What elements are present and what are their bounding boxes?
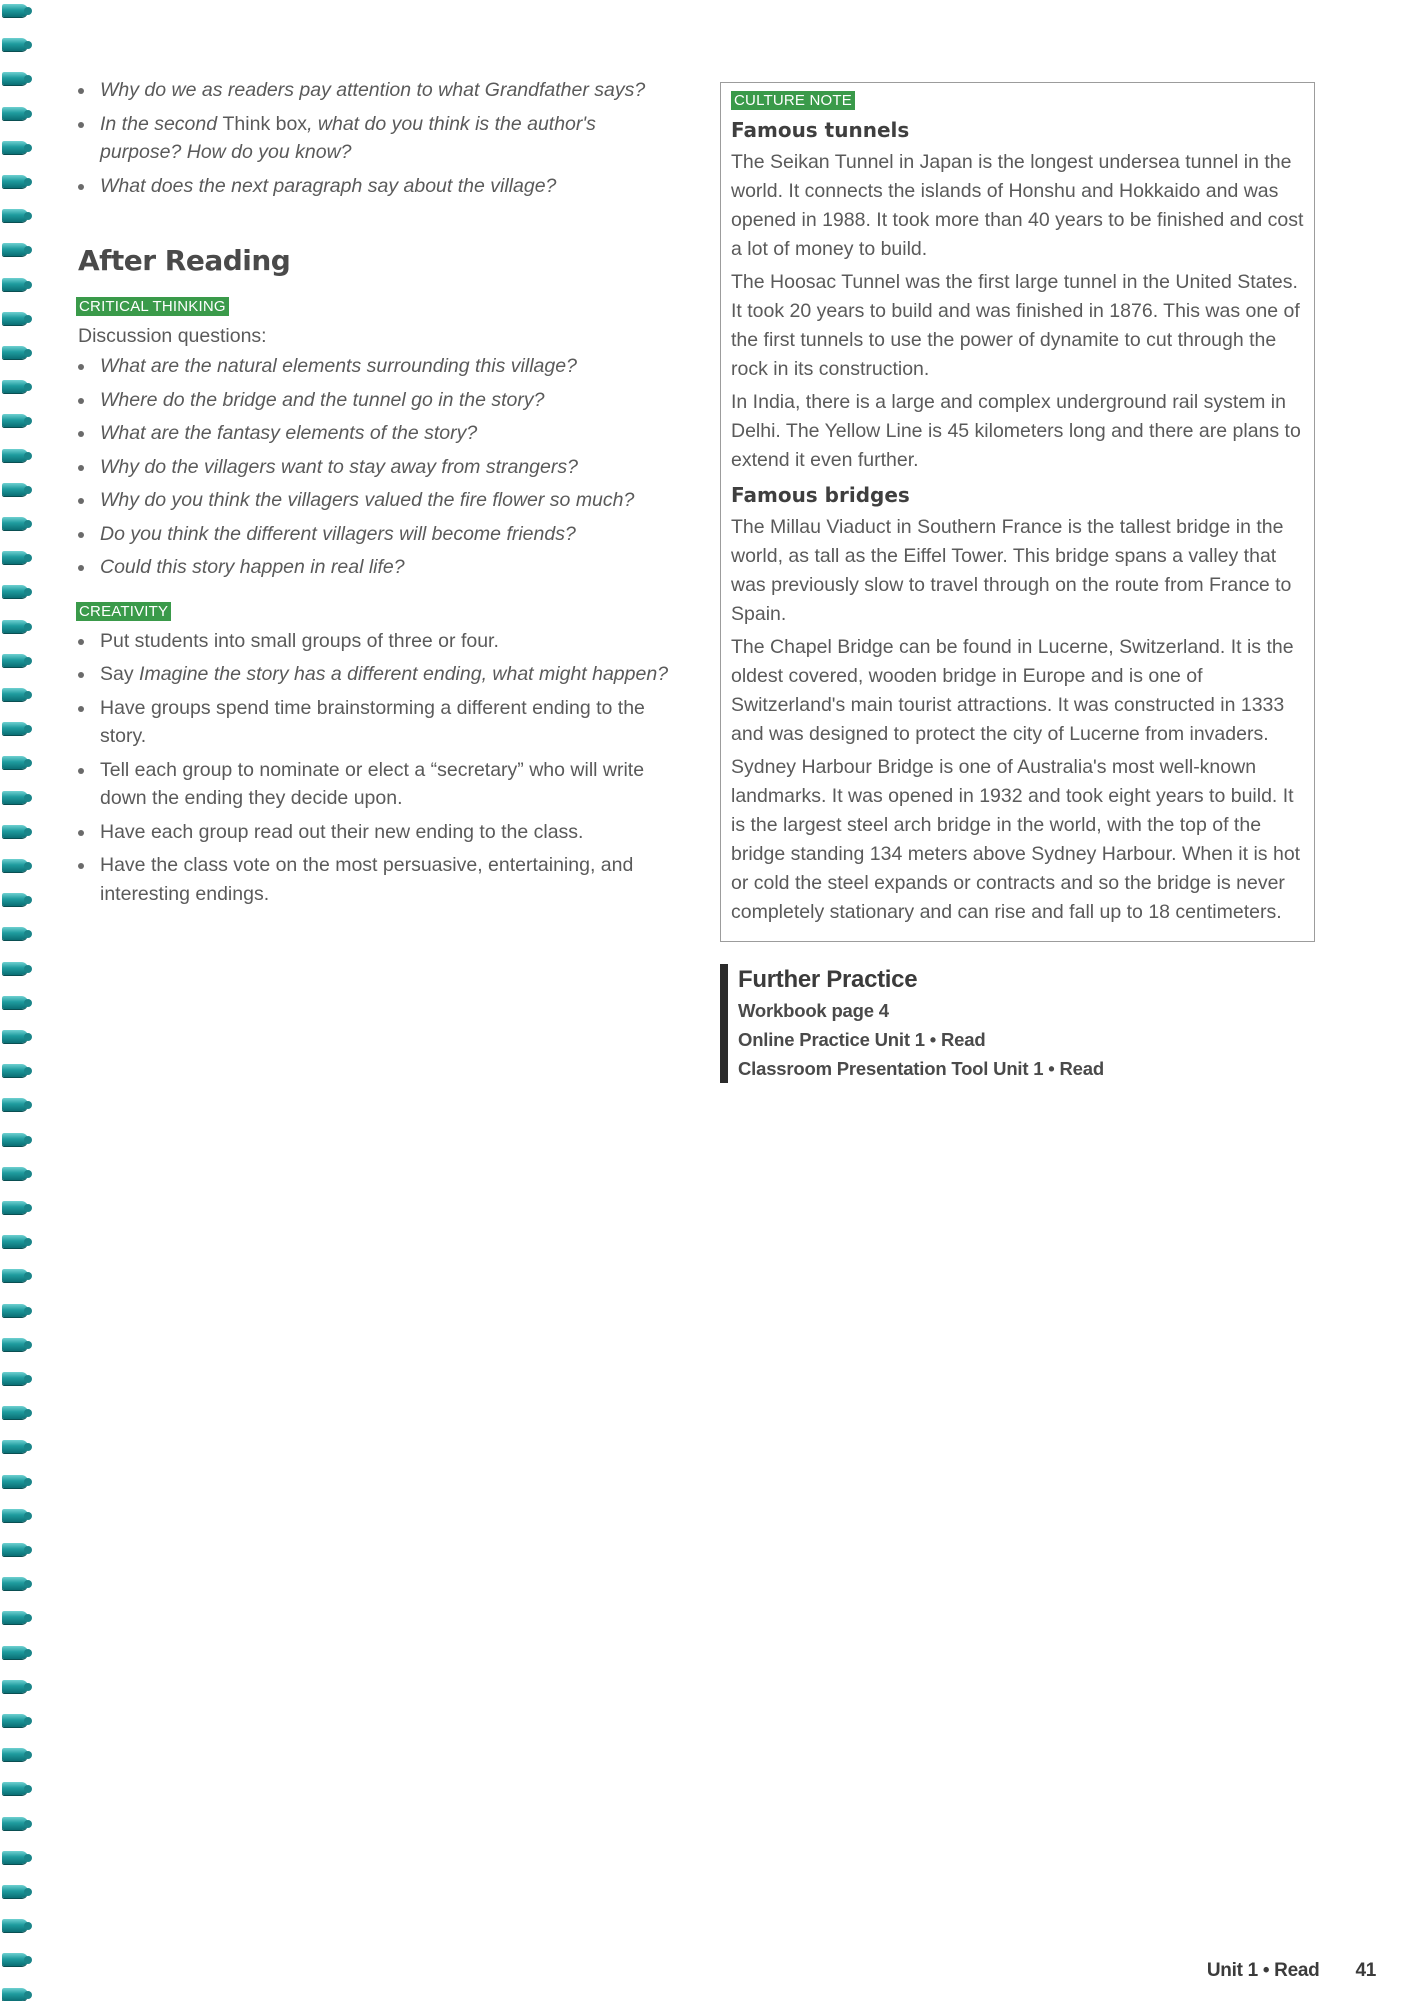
spiral-ring	[2, 859, 28, 872]
spiral-ring	[2, 791, 28, 804]
list-item: What are the natural elements surrounding this village?	[76, 352, 676, 381]
further-practice-title: Further Practice	[738, 966, 918, 993]
spiral-ring	[2, 1338, 28, 1351]
spiral-ring	[2, 654, 28, 667]
spiral-ring	[2, 1782, 28, 1795]
spiral-ring	[2, 380, 28, 393]
list-item: Say Imagine the story has a different ending, what might happen?	[76, 660, 676, 689]
spiral-ring	[2, 1201, 28, 1214]
spiral-ring	[2, 243, 28, 256]
spiral-ring	[2, 1098, 28, 1111]
spiral-ring	[2, 1885, 28, 1898]
intro-question-list	[76, 76, 676, 200]
spiral-ring	[2, 927, 28, 940]
list-item: Put students into small groups of three or four.	[76, 627, 676, 656]
spiral-ring	[2, 1953, 28, 1966]
spiral-ring	[2, 1475, 28, 1488]
further-practice-item: Workbook page 4	[738, 1000, 889, 1021]
spiral-ring	[2, 551, 28, 564]
creativity-tag: CREATIVITY	[76, 602, 171, 621]
spiral-ring	[2, 517, 28, 530]
spiral-ring	[2, 1030, 28, 1043]
spiral-ring	[2, 1919, 28, 1932]
after-reading-heading: After Reading	[78, 244, 291, 277]
bridge-paragraph: The Chapel Bridge can be found in Lucerne, Switzerland. It is the oldest covered, wooden bridge in Europe and is one of Switzerland's main tourist attractions. It was constructed in 1333 and was designed to protect the city of Lucerne from invaders.	[731, 636, 1294, 745]
further-practice	[720, 964, 1315, 1083]
spiral-ring	[2, 414, 28, 427]
spiral-ring	[2, 962, 28, 975]
spiral-ring	[2, 688, 28, 701]
spiral-ring	[2, 1988, 28, 2001]
spiral-ring	[2, 825, 28, 838]
spiral-ring	[2, 1440, 28, 1453]
spiral-ring	[2, 1372, 28, 1385]
list-item: Why do the villagers want to stay away from strangers?	[76, 453, 676, 482]
list-item: Tell each group to nominate or elect a “secretary” who will write down the ending they decide upon.	[76, 756, 676, 813]
page-footer	[1207, 1960, 1376, 1982]
list-item: Do you think the different villagers will become friends?	[76, 520, 676, 549]
discussion-question-list	[76, 352, 676, 582]
bridge-paragraph: The Millau Viaduct in Southern France is the tallest bridge in the world, as tall as the Eiffel Tower. This bridge spans a valley that was previously slow to travel through on the route from France to Spain.	[731, 516, 1292, 625]
spiral-ring	[2, 585, 28, 598]
spiral-ring	[2, 1817, 28, 1830]
list-item: What does the next paragraph say about the village?	[76, 172, 676, 201]
spiral-ring	[2, 1167, 28, 1180]
bridge-paragraph: Sydney Harbour Bridge is one of Australia's most well-known landmarks. It was opened in 1932 and took eight years to build. It is the largest steel arch bridge in the world, with the top of the bridge standing 134 meters above Sydney Harbour. When it is hot or cold the steel expands or contracts and so the bridge is never completely stationary and can rise and fall up to 18 centimeters.	[731, 756, 1301, 923]
left-column	[76, 76, 676, 913]
famous-tunnels-heading: Famous tunnels	[731, 118, 910, 142]
spiral-ring	[2, 4, 28, 17]
tunnel-paragraph: The Hoosac Tunnel was the first large tunnel in the United States. It took 20 years to build and was finished in 1876. This was one of the first tunnels to use the power of dynamite to cut through the rock in its construction.	[731, 271, 1300, 380]
spiral-ring	[2, 107, 28, 120]
spiral-ring	[2, 1064, 28, 1077]
spiral-ring	[2, 312, 28, 325]
spiral-ring	[2, 1646, 28, 1659]
list-item: What are the fantasy elements of the story?	[76, 419, 676, 448]
spiral-ring	[2, 1269, 28, 1282]
spiral-ring	[2, 1611, 28, 1624]
list-item: Have the class vote on the most persuasive, entertaining, and interesting endings.	[76, 851, 676, 908]
list-item: Why do we as readers pay attention to what Grandfather says?	[76, 76, 676, 105]
spiral-ring	[2, 756, 28, 769]
spiral-ring	[2, 1304, 28, 1317]
spiral-ring	[2, 893, 28, 906]
spiral-ring	[2, 209, 28, 222]
spiral-ring	[2, 1509, 28, 1522]
culture-note-box	[720, 82, 1315, 942]
spiral-ring	[2, 620, 28, 633]
footer-section: Unit 1 • Read	[1206, 1960, 1320, 1981]
list-item: Why do you think the villagers valued the fire flower so much?	[76, 486, 676, 515]
further-practice-item: Online Practice Unit 1 • Read	[738, 1029, 986, 1050]
spiral-ring	[2, 1133, 28, 1146]
culture-note-tag: CULTURE NOTE	[731, 91, 855, 110]
spiral-ring	[2, 1714, 28, 1727]
list-item: Have each group read out their new ending to the class.	[76, 818, 676, 847]
spiral-binding	[0, 0, 40, 2000]
creativity-list	[76, 627, 676, 909]
tunnel-paragraph: The Seikan Tunnel in Japan is the longest undersea tunnel in the world. It connects the islands of Honshu and Hokkaido and was opened in 1988. It took more than 40 years to be finished and cost a lot of money to build.	[731, 151, 1304, 260]
list-item: Have groups spend time brainstorming a different ending to the story.	[76, 694, 676, 751]
discussion-label: Discussion questions:	[78, 325, 267, 347]
spiral-ring	[2, 449, 28, 462]
tunnel-paragraph: In India, there is a large and complex underground rail system in Delhi. The Yellow Line is 45 kilometers long and there are plans to extend it even further.	[731, 391, 1301, 471]
spiral-ring	[2, 1543, 28, 1556]
spiral-ring	[2, 72, 28, 85]
spiral-ring	[2, 278, 28, 291]
spiral-ring	[2, 722, 28, 735]
spiral-ring	[2, 38, 28, 51]
spiral-ring	[2, 996, 28, 1009]
spiral-ring	[2, 141, 28, 154]
list-item: Where do the bridge and the tunnel go in the story?	[76, 386, 676, 415]
page-number: 41	[1355, 1960, 1376, 1981]
famous-bridges-heading: Famous bridges	[731, 483, 910, 507]
spiral-ring	[2, 1235, 28, 1248]
critical-thinking-tag: CRITICAL THINKING	[76, 297, 229, 316]
spiral-ring	[2, 1748, 28, 1761]
list-item: In the second Think box, what do you think is the author's purpose? How do you know?	[76, 110, 676, 167]
spiral-ring	[2, 346, 28, 359]
spiral-ring	[2, 1680, 28, 1693]
spiral-ring	[2, 1577, 28, 1590]
right-column	[720, 82, 1315, 1083]
spiral-ring	[2, 483, 28, 496]
list-item: Could this story happen in real life?	[76, 553, 676, 582]
spiral-ring	[2, 1406, 28, 1419]
spiral-ring	[2, 1851, 28, 1864]
spiral-ring	[2, 175, 28, 188]
further-practice-item: Classroom Presentation Tool Unit 1 • Read	[738, 1058, 1104, 1079]
